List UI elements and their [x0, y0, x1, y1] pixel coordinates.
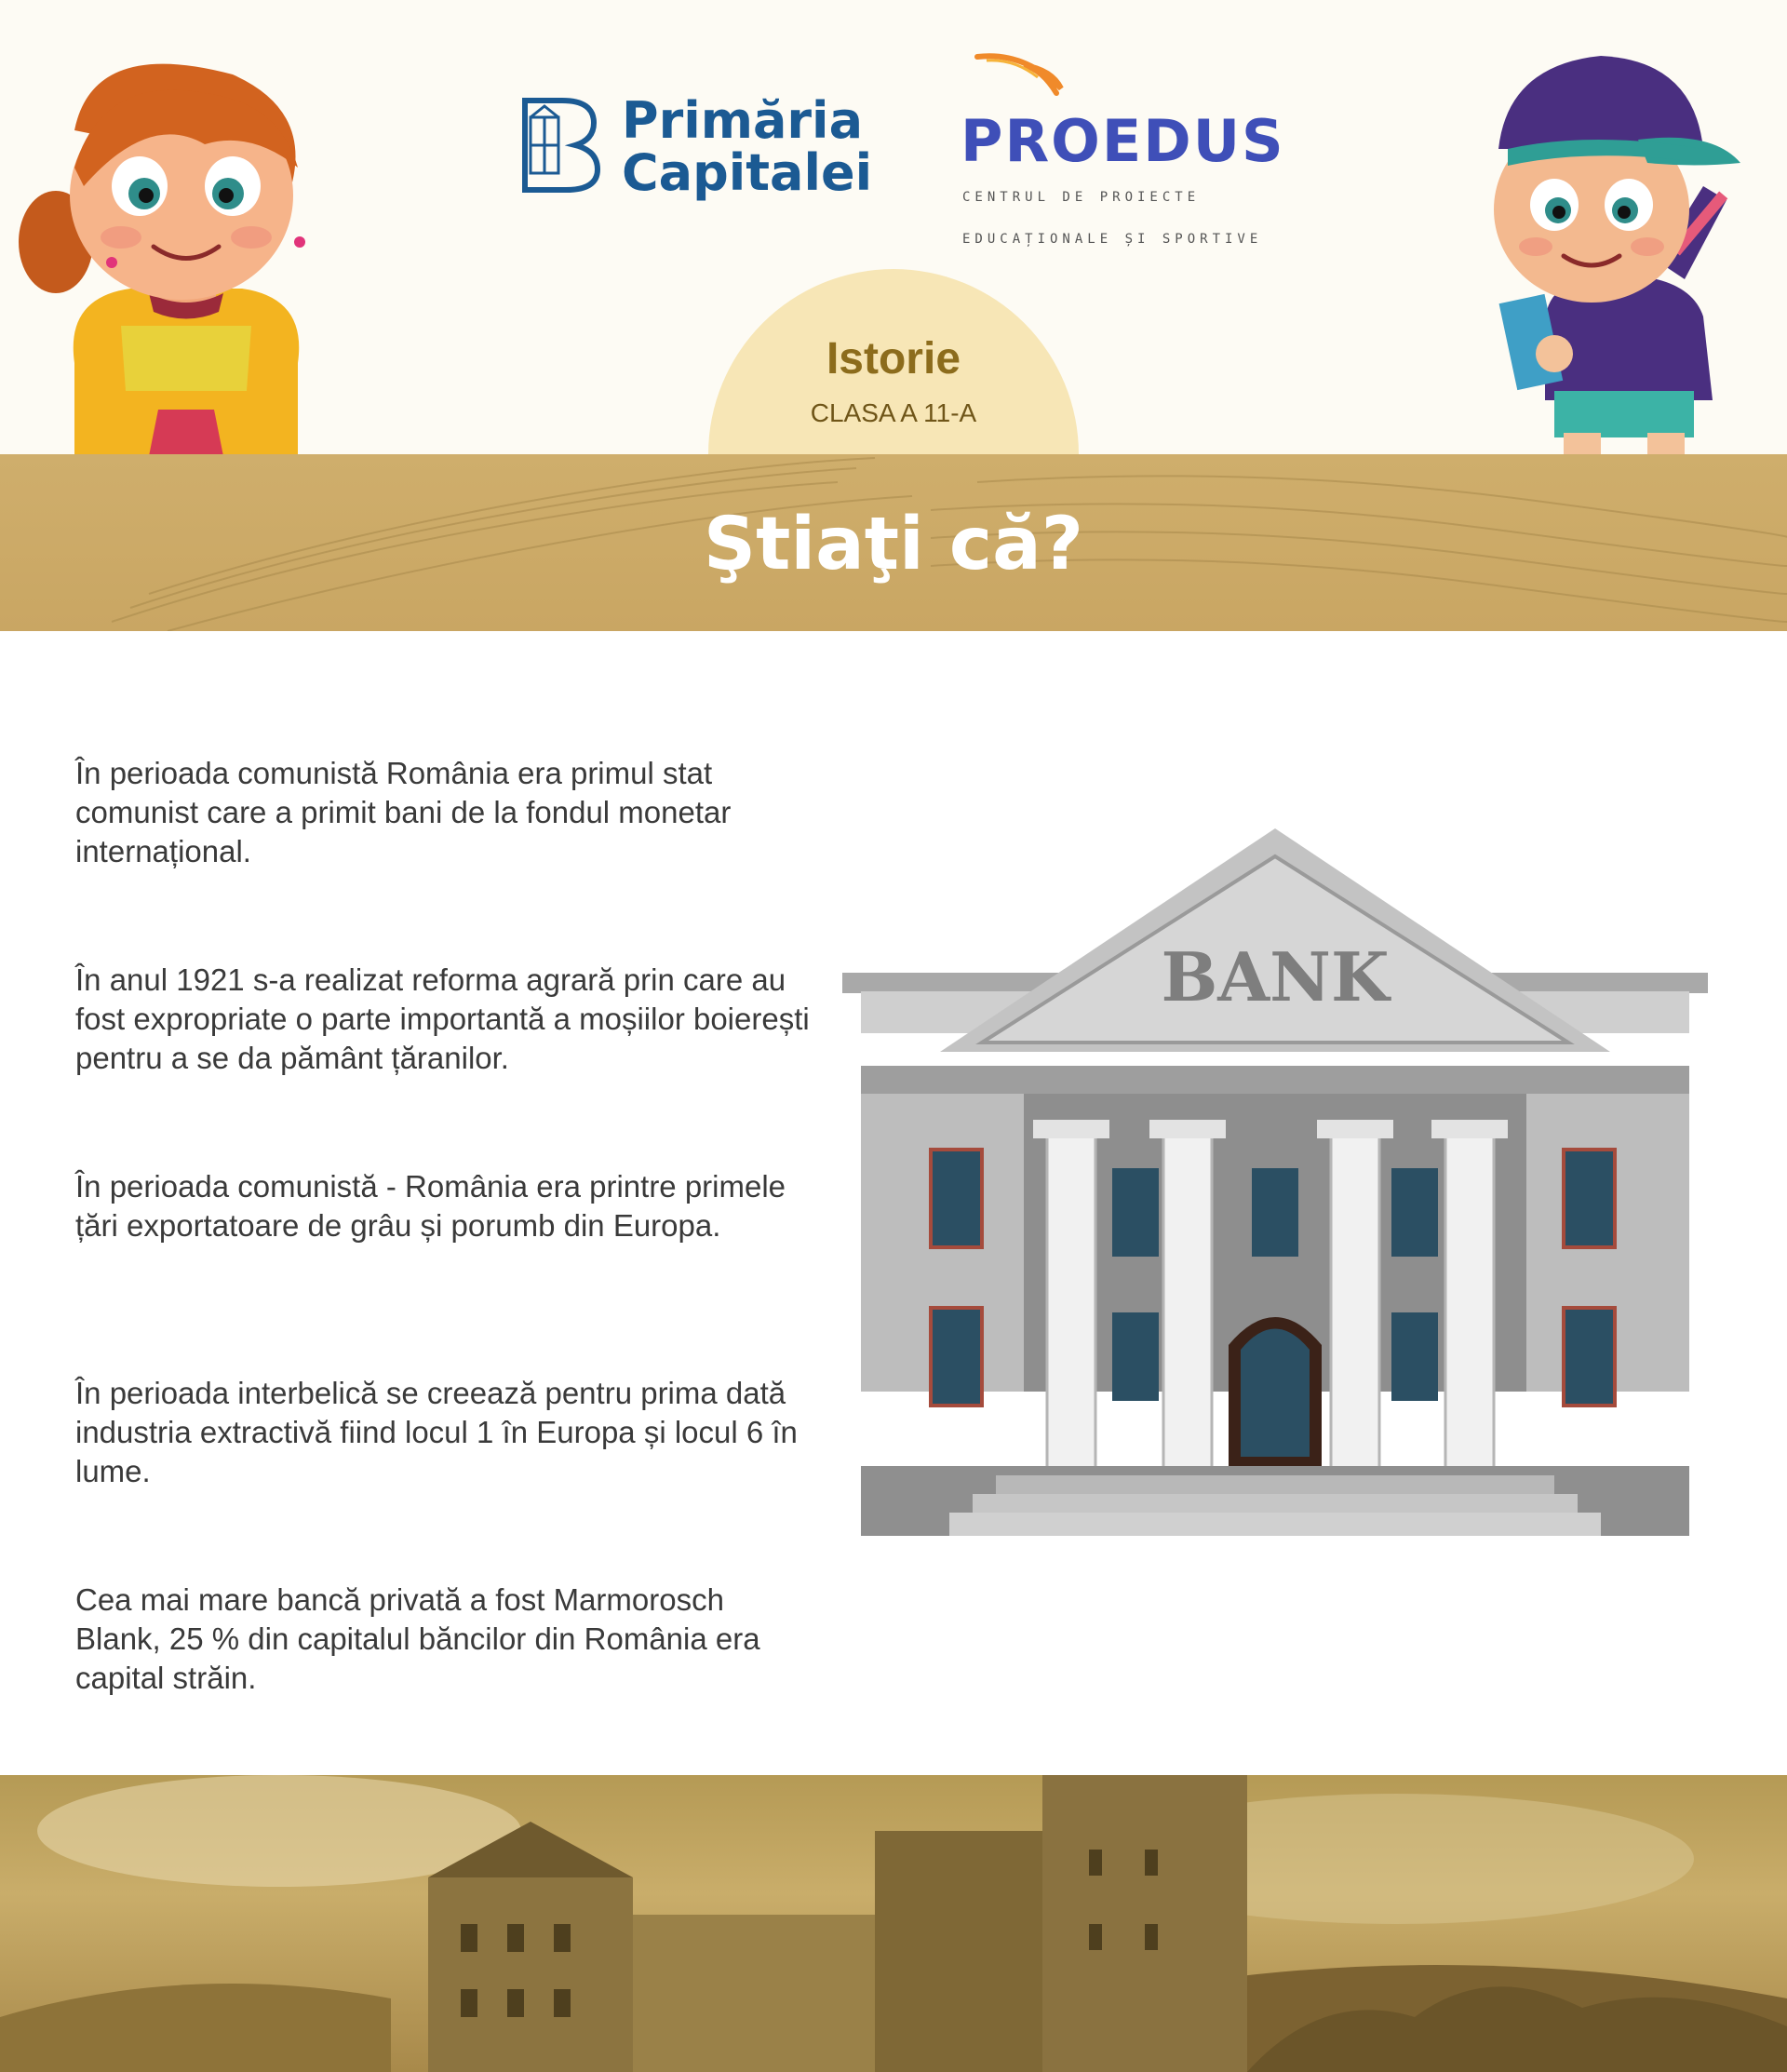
fact-item-1: În perioada comunistă România era primul stat comunist care a primit bani de la fondul monetar internațional. — [75, 756, 732, 868]
subject-class: CLASA A 11-A — [810, 398, 977, 427]
subject-title: Istorie — [826, 334, 961, 383]
proedus-logo — [959, 51, 1285, 247]
boy-mascot-illustration — [1471, 47, 1750, 454]
castle-landscape-illustration — [0, 1775, 1787, 2072]
primaria-line1: Primăria — [622, 91, 864, 150]
footer-castle-scene — [0, 1775, 1787, 2072]
primaria-emblem-icon — [517, 97, 601, 194]
banner-title: Ştiaţi că? — [703, 503, 1084, 586]
header — [0, 0, 1787, 454]
bank-building-illustration — [842, 824, 1708, 1536]
girl-mascot-illustration — [19, 56, 354, 454]
proedus-wordmark: PROEDUS — [961, 107, 1285, 175]
fact-item-4: În perioada interbelică se creează pentru prima dată industria extractivă fiind locul 1 în Europa și locul 6 în lume. — [75, 1376, 798, 1488]
proedus-subtitle-line1: CENTRUL DE PROIECTE — [962, 190, 1201, 205]
primaria-capitalei-logo — [517, 91, 873, 205]
banner — [0, 454, 1787, 631]
bank-sign-text: BANK — [1161, 937, 1390, 1016]
primaria-line2: Capitalei — [622, 143, 873, 202]
fact-item-3: În perioada comunistă - România era printre primele țări exportatoare de grâu și porumb din Europa. — [75, 1169, 786, 1243]
proedus-subtitle-line2: EDUCAȚIONALE ȘI SPORTIVE — [962, 232, 1263, 247]
fact-item-2: În anul 1921 s-a realizat reforma agrară prin care au fost expropriate o parte importantă a moșiilor boierești pentru a se da pământ țăranilor. — [75, 962, 810, 1075]
fact-item-5: Cea mai mare bancă privată a fost Marmorosch Blank, 25 % din capitalul băncilor din România era capital străin. — [75, 1582, 760, 1695]
